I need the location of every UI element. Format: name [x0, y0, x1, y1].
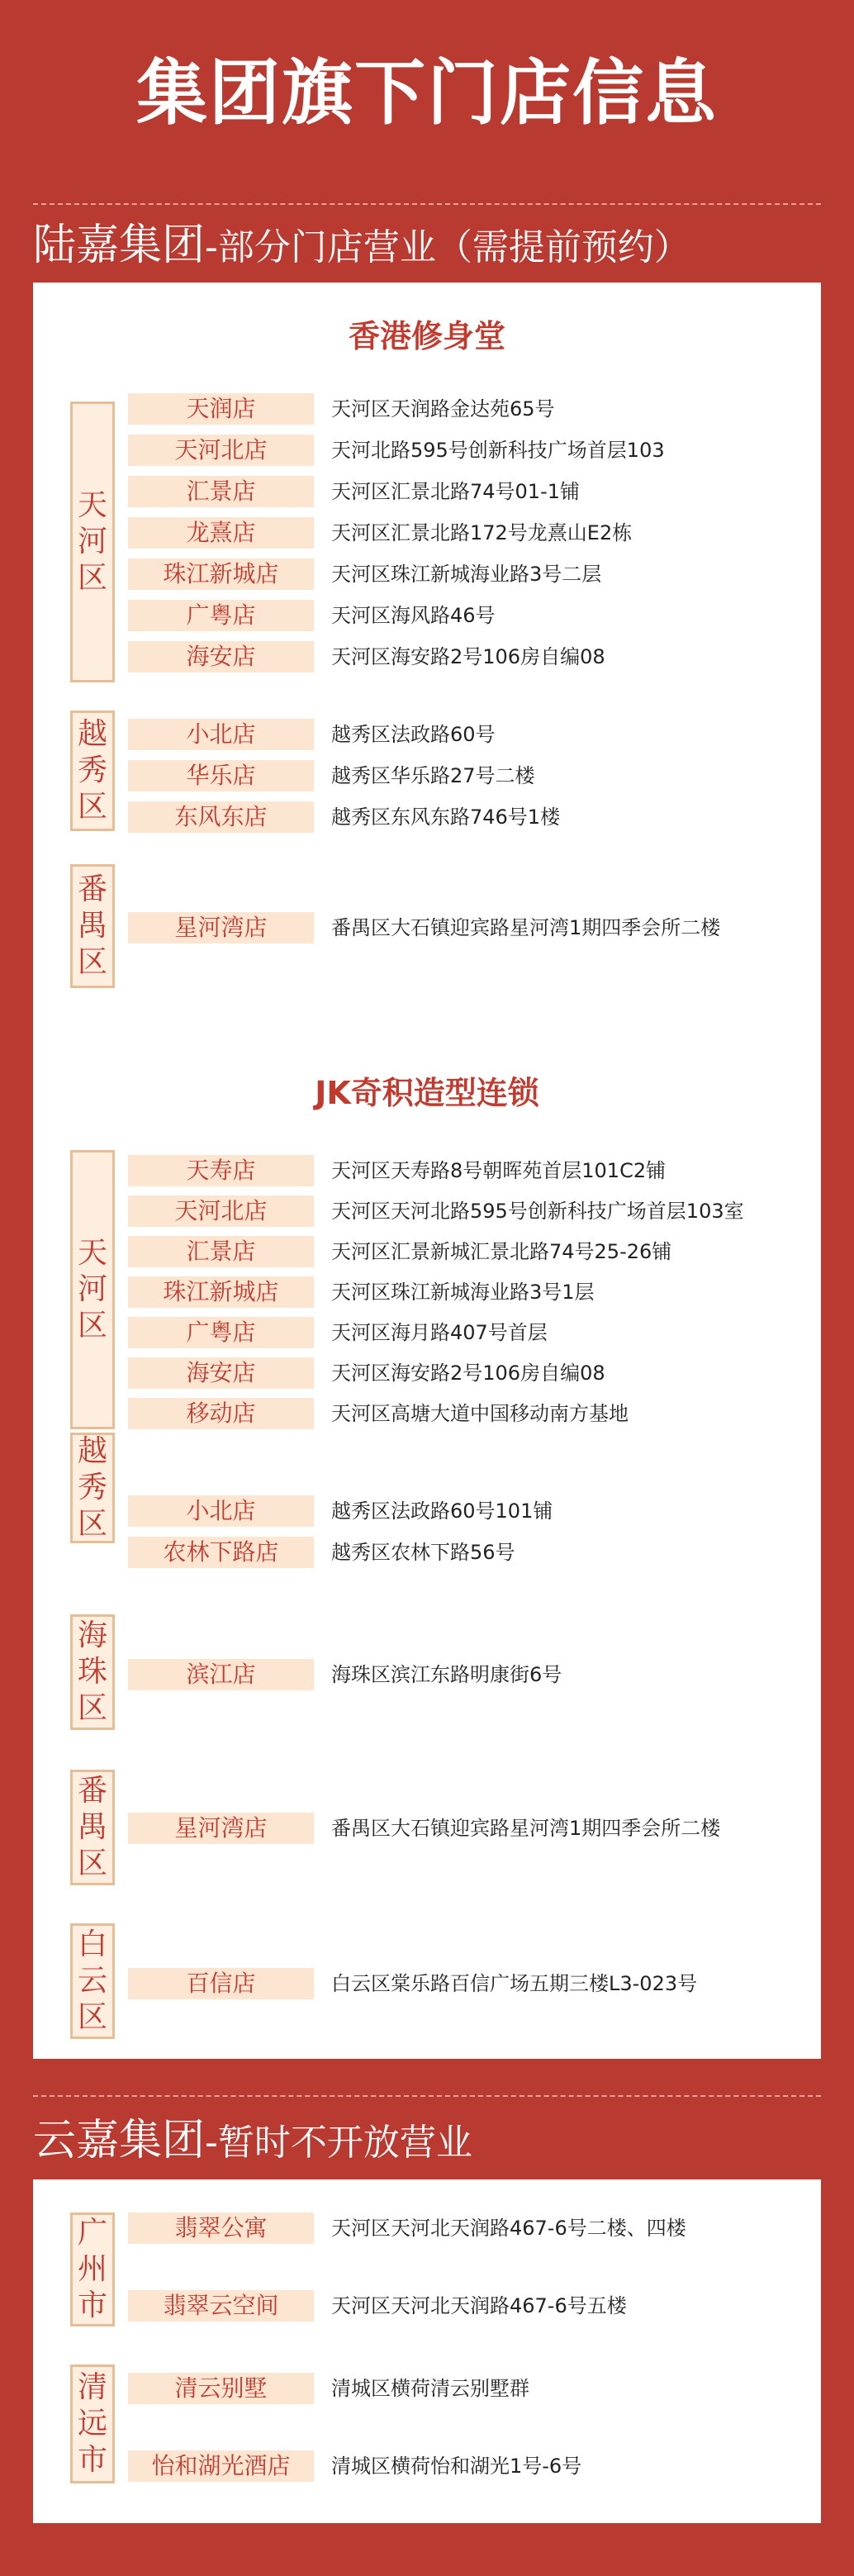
- district-label: 广州市: [70, 2212, 115, 2326]
- store-name: 翡翠云空间: [128, 2290, 314, 2322]
- store-address: 海珠区滨江东路明康街6号: [331, 1663, 562, 1686]
- section-heading-sub: -暂时不开放营业: [205, 2122, 472, 2164]
- store-address: 清城区横荷清云别墅群: [331, 2377, 529, 2400]
- district-label: 越秀区: [70, 1433, 115, 1543]
- store-name: 天润店: [128, 393, 314, 425]
- store-address: 越秀区农林下路56号: [331, 1541, 515, 1564]
- store-address: 天河区天寿路8号朝晖苑首层101C2铺: [331, 1159, 667, 1182]
- store-address: 番禺区大石镇迎宾路星河湾1期四季会所二楼: [331, 916, 721, 939]
- store-name: 天河北店: [128, 435, 314, 466]
- divider: [33, 2095, 821, 2097]
- section-heading-yunjia: [33, 2112, 472, 2179]
- store-name: 汇景店: [128, 476, 314, 507]
- store-name: 海安店: [128, 641, 314, 673]
- section-heading-lujia: [33, 216, 690, 284]
- store-address: 天河区海月路407号首层: [331, 1321, 548, 1344]
- store-name: 汇景店: [128, 1236, 314, 1267]
- district-label: 番禺区: [70, 1770, 115, 1885]
- store-address: 天河区高塘大道中国移动南方基地: [331, 1402, 629, 1425]
- store-address: 天河区天河北天润路467-6号二楼、四楼: [331, 2217, 686, 2240]
- store-name: 海安店: [128, 1357, 314, 1389]
- district-label: 清远市: [70, 2365, 115, 2483]
- store-name: 珠江新城店: [128, 1276, 314, 1308]
- store-name: 移动店: [128, 1398, 314, 1429]
- store-name: 东风东店: [128, 801, 314, 833]
- store-address: 越秀区东风东路746号1楼: [331, 806, 561, 829]
- district-label: 白云区: [70, 1923, 115, 2039]
- store-name: 滨江店: [128, 1659, 314, 1690]
- store-card-yunjia: [33, 2179, 821, 2523]
- store-address: 天河区汇景新城汇景北路74号25-26铺: [331, 1240, 672, 1263]
- store-address: 越秀区华乐路27号二楼: [331, 764, 535, 787]
- store-address: 天河北路595号创新科技广场首层103: [331, 439, 665, 462]
- store-name: 小北店: [128, 1495, 314, 1527]
- store-name: 农林下路店: [128, 1537, 314, 1568]
- store-address: 越秀区法政路60号: [331, 723, 496, 746]
- store-address: 天河区汇景北路74号01-1铺: [331, 480, 581, 503]
- page-title: 集团旗下门店信息: [136, 52, 718, 135]
- store-name: 清云别墅: [128, 2373, 314, 2404]
- brand-title: JK奇积造型连锁: [315, 1075, 539, 1111]
- store-address: 清城区横荷怡和湖光1号-6号: [331, 2455, 582, 2478]
- district-label: 天河区: [70, 1150, 115, 1429]
- store-address: 天河区海风路46号: [331, 604, 496, 627]
- store-name: 天寿店: [128, 1155, 314, 1186]
- store-address: 天河区珠江新城海业路3号1层: [331, 1281, 595, 1304]
- section-heading-main: 云嘉集团: [33, 2116, 206, 2165]
- store-name: 百信店: [128, 1968, 314, 1999]
- section-heading-sub: -部分门店营业（需提前预约）: [205, 226, 690, 269]
- district-label: 海珠区: [70, 1614, 115, 1730]
- store-name: 翡翠公寓: [128, 2212, 314, 2244]
- store-address: 天河区海安路2号106房自编08: [331, 1362, 605, 1385]
- store-name: 龙熹店: [128, 517, 314, 549]
- divider: [33, 203, 821, 205]
- store-name: 广粤店: [128, 600, 314, 631]
- store-address: 天河区天河北天润路467-6号五楼: [331, 2294, 627, 2317]
- store-address: 天河区天河北路595号创新科技广场首层103室: [331, 1200, 744, 1223]
- store-address: 番禺区大石镇迎宾路星河湾1期四季会所二楼: [331, 1817, 721, 1840]
- district-label: 番禺区: [70, 864, 115, 988]
- store-name: 珠江新城店: [128, 558, 314, 590]
- store-address: 天河区天润路金达苑65号: [331, 397, 555, 421]
- store-address: 天河区珠江新城海业路3号二层: [331, 563, 602, 586]
- store-name: 星河湾店: [128, 912, 314, 943]
- section-heading-main: 陆嘉集团: [33, 221, 206, 270]
- store-address: 白云区棠乐路百信广场五期三楼L3-023号: [331, 1972, 698, 1995]
- store-card-lujia: [33, 283, 821, 2059]
- store-name: 小北店: [128, 719, 314, 750]
- store-address: 越秀区法政路60号101铺: [331, 1499, 553, 1523]
- store-name: 怡和湖光酒店: [128, 2450, 314, 2482]
- brand-title: 香港修身堂: [348, 318, 505, 354]
- store-address: 天河区海安路2号106房自编08: [331, 645, 605, 668]
- store-name: 星河湾店: [128, 1813, 314, 1844]
- district-label: 越秀区: [70, 711, 115, 831]
- store-name: 广粤店: [128, 1317, 314, 1348]
- store-name: 天河北店: [128, 1195, 314, 1227]
- store-name: 华乐店: [128, 760, 314, 791]
- store-address: 天河区汇景北路172号龙熹山E2栋: [331, 521, 633, 544]
- district-label: 天河区: [70, 402, 115, 682]
